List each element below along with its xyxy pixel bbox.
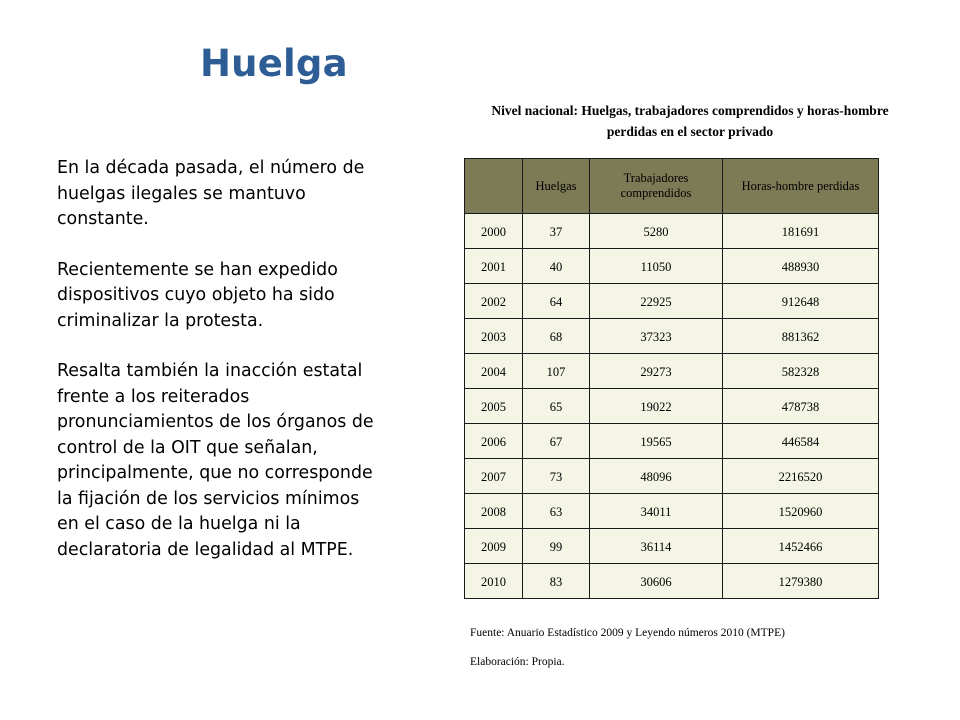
cell-year: 2009 bbox=[465, 529, 523, 564]
cell-horas: 912648 bbox=[723, 284, 879, 319]
cell-horas: 2216520 bbox=[723, 459, 879, 494]
cell-huelgas: 99 bbox=[523, 529, 590, 564]
cell-horas: 488930 bbox=[723, 249, 879, 284]
cell-year: 2007 bbox=[465, 459, 523, 494]
cell-year: 2002 bbox=[465, 284, 523, 319]
cell-huelgas: 64 bbox=[523, 284, 590, 319]
cell-year: 2008 bbox=[465, 494, 523, 529]
cell-horas: 582328 bbox=[723, 354, 879, 389]
cell-huelgas: 68 bbox=[523, 319, 590, 354]
cell-horas: 1279380 bbox=[723, 564, 879, 599]
header-year bbox=[465, 159, 523, 214]
cell-trabajadores: 48096 bbox=[590, 459, 723, 494]
cell-horas: 181691 bbox=[723, 214, 879, 249]
cell-trabajadores: 29273 bbox=[590, 354, 723, 389]
cell-trabajadores: 34011 bbox=[590, 494, 723, 529]
cell-trabajadores: 11050 bbox=[590, 249, 723, 284]
table-elaboration-note: Elaboración: Propia. bbox=[470, 656, 565, 668]
cell-year: 2004 bbox=[465, 354, 523, 389]
cell-huelgas: 65 bbox=[523, 389, 590, 424]
cell-trabajadores: 19022 bbox=[590, 389, 723, 424]
table-row bbox=[465, 214, 879, 249]
strikes-table bbox=[464, 158, 879, 599]
cell-trabajadores: 36114 bbox=[590, 529, 723, 564]
cell-huelgas: 107 bbox=[523, 354, 590, 389]
cell-trabajadores: 19565 bbox=[590, 424, 723, 459]
table-row bbox=[465, 284, 879, 319]
header-trabajadores: Trabajadores comprendidos bbox=[590, 159, 723, 214]
cell-horas: 1520960 bbox=[723, 494, 879, 529]
table-row bbox=[465, 354, 879, 389]
table-row bbox=[465, 389, 879, 424]
cell-horas: 1452466 bbox=[723, 529, 879, 564]
table-title: Nivel nacional: Huelgas, trabajadores comprendidos y horas-hombre perdidas en el sector privado bbox=[491, 103, 889, 139]
table-header-row bbox=[465, 159, 879, 214]
body-text bbox=[57, 156, 377, 588]
cell-huelgas: 67 bbox=[523, 424, 590, 459]
cell-year: 2010 bbox=[465, 564, 523, 599]
cell-horas: 881362 bbox=[723, 319, 879, 354]
paragraph: Resalta también la inacción estatal frente a los reiterados pronunciamientos de los órganos de control de la OIT que señalan, principalmente, que no corresponde la fijación de los servicios mínimos en el caso de la huelga ni la declaratoria de legalidad al MTPE. bbox=[57, 361, 374, 560]
table-row bbox=[465, 319, 879, 354]
cell-year: 2005 bbox=[465, 389, 523, 424]
cell-trabajadores: 5280 bbox=[590, 214, 723, 249]
cell-huelgas: 37 bbox=[523, 214, 590, 249]
cell-huelgas: 63 bbox=[523, 494, 590, 529]
cell-huelgas: 40 bbox=[523, 249, 590, 284]
table-row bbox=[465, 249, 879, 284]
cell-huelgas: 73 bbox=[523, 459, 590, 494]
cell-trabajadores: 22925 bbox=[590, 284, 723, 319]
table-row bbox=[465, 564, 879, 599]
cell-trabajadores: 30606 bbox=[590, 564, 723, 599]
table-source-note: Fuente: Anuario Estadístico 2009 y Leyendo números 2010 (MTPE) bbox=[470, 627, 785, 639]
table-row bbox=[465, 424, 879, 459]
cell-trabajadores: 37323 bbox=[590, 319, 723, 354]
cell-year: 2001 bbox=[465, 249, 523, 284]
cell-huelgas: 83 bbox=[523, 564, 590, 599]
table-row bbox=[465, 529, 879, 564]
paragraph: Recientemente se han expedido dispositivos cuyo objeto ha sido criminalizar la protesta. bbox=[57, 259, 338, 331]
cell-year: 2000 bbox=[465, 214, 523, 249]
header-horas: Horas-hombre perdidas bbox=[723, 159, 879, 214]
cell-year: 2006 bbox=[465, 424, 523, 459]
cell-horas: 478738 bbox=[723, 389, 879, 424]
paragraph: En la década pasada, el número de huelgas ilegales se mantuvo constante. bbox=[57, 158, 365, 229]
table-row bbox=[465, 459, 879, 494]
cell-horas: 446584 bbox=[723, 424, 879, 459]
header-huelgas: Huelgas bbox=[523, 159, 590, 214]
table-row bbox=[465, 494, 879, 529]
cell-year: 2003 bbox=[465, 319, 523, 354]
slide-title: Huelga bbox=[200, 42, 348, 85]
table-body bbox=[465, 214, 879, 599]
